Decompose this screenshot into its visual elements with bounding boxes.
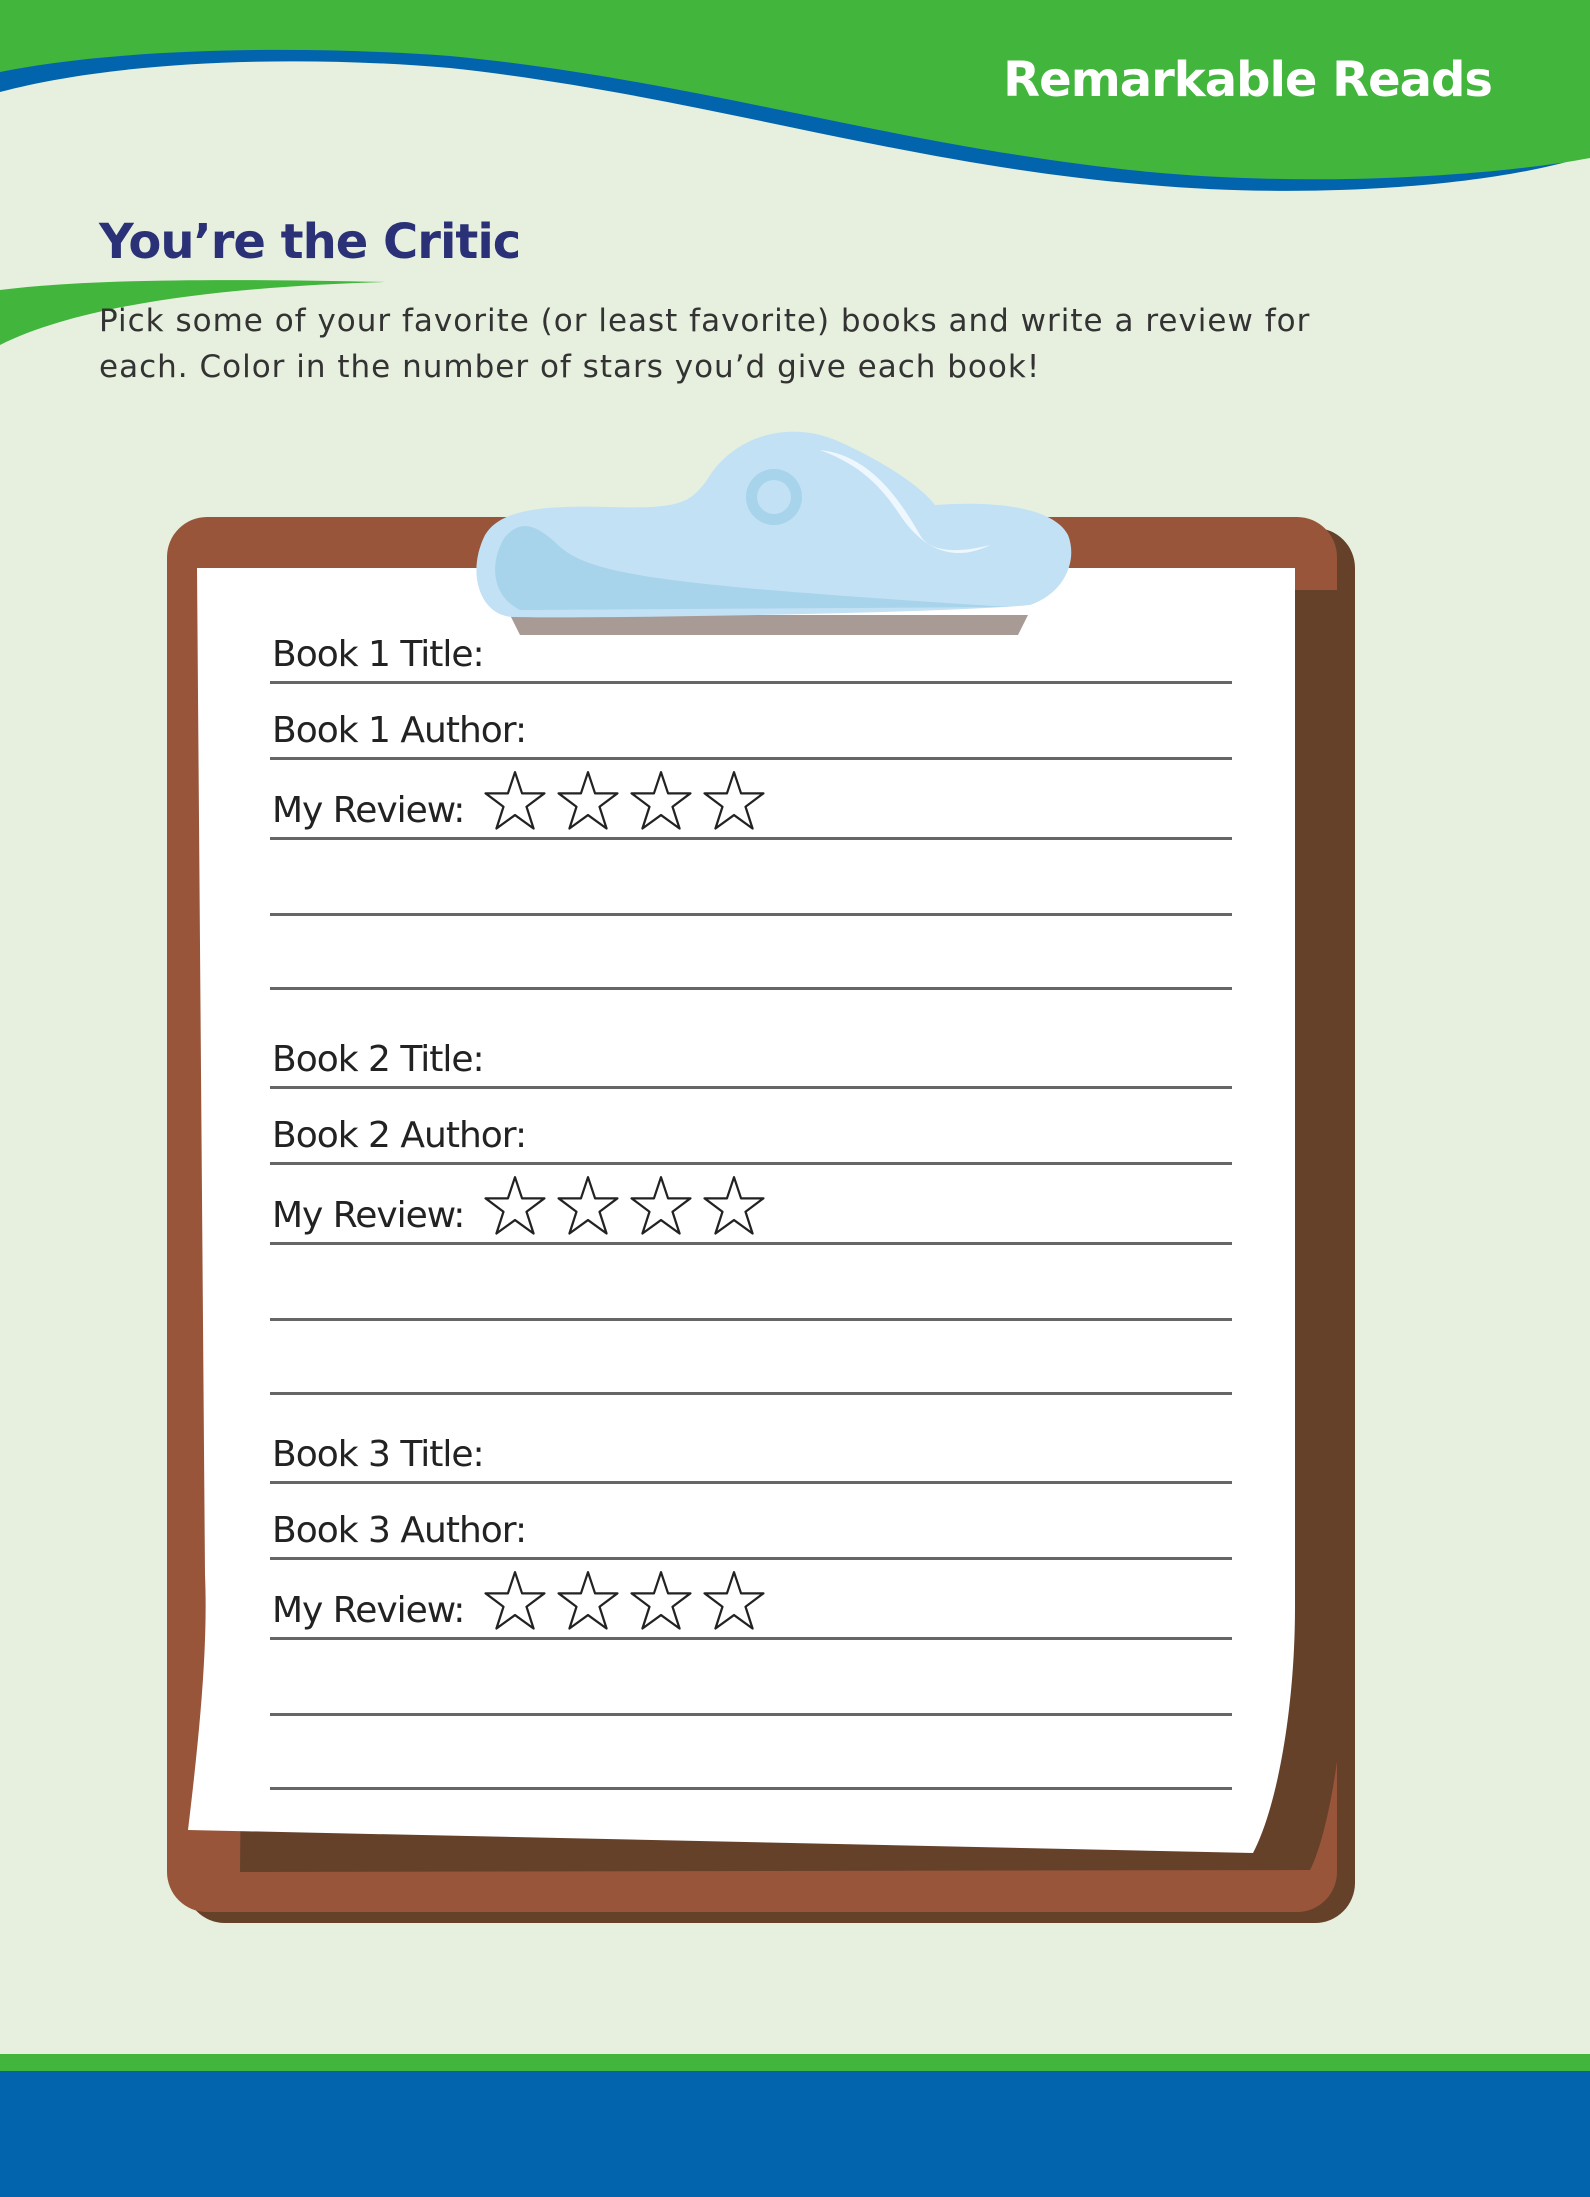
book-2-title-label: Book 2 Title: [272,1039,484,1080]
page-title: You’re the Critic [99,214,521,270]
star-outline-icon[interactable] [483,769,547,833]
star-outline-icon[interactable] [483,1174,547,1238]
book-3-author-line[interactable] [270,1488,1232,1560]
star-outline-icon[interactable] [702,1569,766,1633]
book-1-review-line-2[interactable] [270,842,1232,916]
star-outline-icon[interactable] [702,769,766,833]
book-3-review-label: My Review: [272,1590,465,1631]
book-1-author-line[interactable] [270,688,1232,760]
book-3-author-label: Book 3 Author: [272,1510,527,1551]
book-2-review-line[interactable] [270,1172,1232,1245]
book-2-review-label: My Review: [272,1195,465,1236]
book-1-review-line-3[interactable] [270,916,1232,990]
book-1-title-label: Book 1 Title: [272,634,484,675]
book-1-author-label: Book 1 Author: [272,710,527,751]
book-3-review-line-2[interactable] [270,1642,1232,1716]
star-outline-icon[interactable] [556,769,620,833]
book-3-title-label: Book 3 Title: [272,1434,484,1475]
book-1-star-rating[interactable] [483,769,766,833]
book-3-review-line-3[interactable] [270,1716,1232,1790]
star-outline-icon[interactable] [556,1569,620,1633]
book-3-review-line[interactable] [270,1567,1232,1640]
star-outline-icon[interactable] [702,1174,766,1238]
star-outline-icon[interactable] [629,769,693,833]
footer-green-band [0,2054,1590,2071]
instructions-text: Pick some of your favorite (or least favorite) books and write a review for each. Color in the number of stars you’d give each book! [99,303,1311,385]
book-3-title-line[interactable] [270,1412,1232,1484]
star-outline-icon[interactable] [629,1569,693,1633]
book-1-review-line[interactable] [270,767,1232,840]
footer-blue-band [0,2071,1590,2197]
section-title: Remarkable Reads [1003,52,1492,108]
book-2-author-label: Book 2 Author: [272,1115,527,1156]
book-1-title-line[interactable] [270,612,1232,684]
star-outline-icon[interactable] [629,1174,693,1238]
book-2-star-rating[interactable] [483,1174,766,1238]
clipboard-clip [476,432,1071,635]
book-2-review-line-3[interactable] [270,1321,1232,1395]
book-1-review-label: My Review: [272,790,465,831]
book-2-review-line-2[interactable] [270,1247,1232,1321]
book-2-title-line[interactable] [270,1017,1232,1089]
star-outline-icon[interactable] [483,1569,547,1633]
star-outline-icon[interactable] [556,1174,620,1238]
book-2-author-line[interactable] [270,1093,1232,1165]
book-3-star-rating[interactable] [483,1569,766,1633]
